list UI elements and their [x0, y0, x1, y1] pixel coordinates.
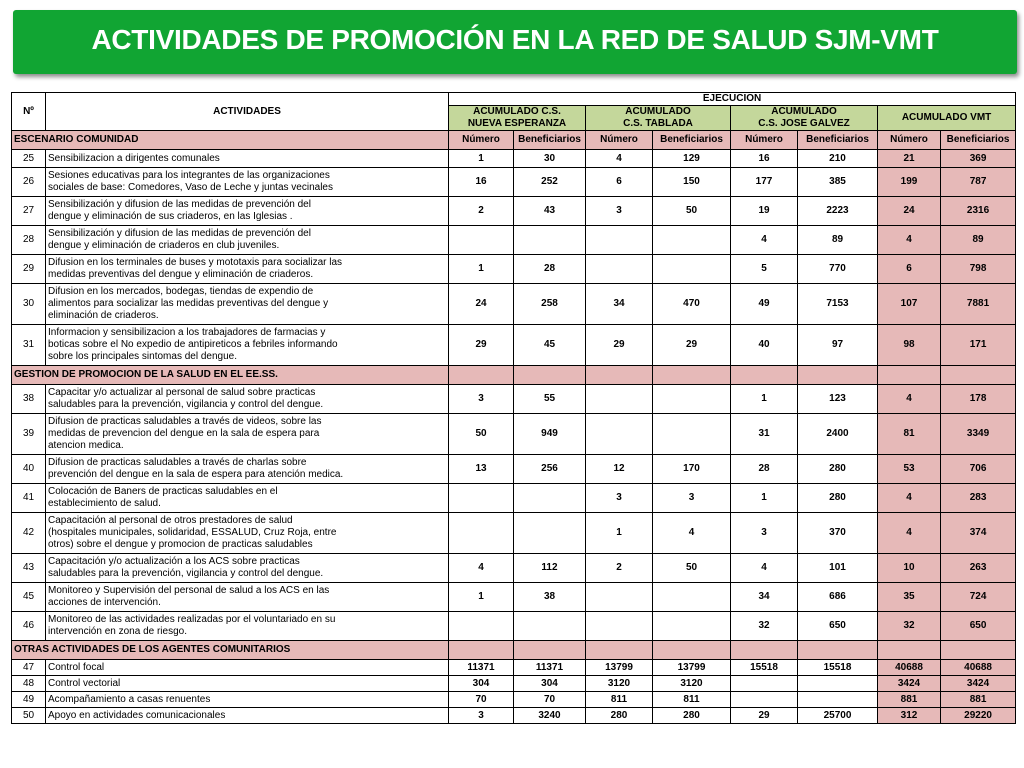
row-number: 48 — [12, 676, 46, 692]
value-numero: 3 — [449, 708, 514, 724]
value-beneficiarios: 3424 — [941, 676, 1016, 692]
value-beneficiarios: 30 — [514, 150, 586, 168]
value-beneficiarios: 2400 — [798, 414, 878, 455]
activity-line: dengue y eliminación de sus criaderos, en las Iglesias . — [48, 211, 293, 222]
value-numero — [731, 676, 798, 692]
activity-description — [46, 255, 449, 284]
activity-line: intervención en zona de riesgo. — [48, 626, 187, 637]
subheader-beneficiarios — [514, 366, 586, 385]
activity-line: Monitoreo de las actividades realizadas por el voluntariado en su — [48, 614, 336, 625]
activity-line: saludables para la prevención, vigilancia y control del dengue. — [48, 399, 324, 410]
activity-description — [46, 660, 449, 676]
value-beneficiarios: 949 — [514, 414, 586, 455]
value-numero: 177 — [731, 168, 798, 197]
value-beneficiarios: 7153 — [798, 284, 878, 325]
activity-description — [46, 197, 449, 226]
section-title: ESCENARIO COMUNIDAD — [12, 131, 449, 150]
value-numero: 1 — [731, 484, 798, 513]
value-numero: 4 — [586, 150, 653, 168]
activity-line: (hospitales municipales, solidaridad, ESSALUD, Cruz Roja, entre — [48, 527, 337, 538]
activity-line: Difusion de practicas saludables a través de charlas sobre — [48, 457, 307, 468]
activity-line: medidas de prevencion del dengue en la sala de espera para — [48, 428, 320, 439]
subheader-beneficiarios — [798, 641, 878, 660]
title-banner — [13, 10, 1017, 74]
value-numero: 24 — [878, 197, 941, 226]
value-beneficiarios: 706 — [941, 455, 1016, 484]
row-number: 27 — [12, 197, 46, 226]
value-beneficiarios: 50 — [653, 197, 731, 226]
value-numero: 6 — [586, 168, 653, 197]
row-number: 29 — [12, 255, 46, 284]
table-row — [12, 455, 1016, 484]
subheader-beneficiarios — [941, 366, 1016, 385]
activity-line: Control focal — [48, 661, 105, 673]
subheader-numero — [449, 641, 514, 660]
value-numero: 3 — [731, 513, 798, 554]
value-numero: 34 — [731, 583, 798, 612]
table-row — [12, 484, 1016, 513]
value-beneficiarios — [653, 414, 731, 455]
value-numero: 31 — [731, 414, 798, 455]
value-beneficiarios: 28 — [514, 255, 586, 284]
table-row — [12, 554, 1016, 583]
section-title: GESTION DE PROMOCION DE LA SALUD EN EL EE.SS. — [12, 366, 449, 385]
value-numero: 19 — [731, 197, 798, 226]
activity-description — [46, 513, 449, 554]
table-row — [12, 385, 1016, 414]
value-beneficiarios: 43 — [514, 197, 586, 226]
activity-description — [46, 226, 449, 255]
subheader-beneficiarios — [798, 366, 878, 385]
value-beneficiarios: 210 — [798, 150, 878, 168]
row-number: 46 — [12, 612, 46, 641]
value-numero: 21 — [878, 150, 941, 168]
value-beneficiarios — [653, 226, 731, 255]
value-numero: 29 — [586, 325, 653, 366]
value-beneficiarios: 2223 — [798, 197, 878, 226]
activity-description — [46, 455, 449, 484]
subheader-numero — [586, 366, 653, 385]
table-row — [12, 150, 1016, 168]
row-number: 25 — [12, 150, 46, 168]
value-numero: 16 — [731, 150, 798, 168]
value-numero: 3 — [449, 385, 514, 414]
value-beneficiarios: 280 — [653, 708, 731, 724]
value-beneficiarios: 3120 — [653, 676, 731, 692]
value-beneficiarios — [653, 255, 731, 284]
activity-line: establecimiento de salud. — [48, 498, 161, 509]
value-numero: 6 — [878, 255, 941, 284]
activity-line: Capacitación y/o actualización a los ACS sobre practicas — [48, 556, 300, 567]
activity-description — [46, 692, 449, 708]
row-number: 42 — [12, 513, 46, 554]
header-num: Nº — [12, 93, 46, 131]
value-beneficiarios: 283 — [941, 484, 1016, 513]
activity-line: Acompañamiento a casas renuentes — [48, 693, 211, 705]
value-numero: 2 — [586, 554, 653, 583]
activity-description — [46, 676, 449, 692]
value-beneficiarios: 881 — [941, 692, 1016, 708]
value-beneficiarios — [514, 612, 586, 641]
section-row — [12, 641, 1016, 660]
subheader-numero — [731, 641, 798, 660]
row-number: 47 — [12, 660, 46, 676]
value-beneficiarios: 40688 — [941, 660, 1016, 676]
activity-line: Difusion en los mercados, bodegas, tiendas de expendio de — [48, 286, 314, 297]
value-numero: 70 — [449, 692, 514, 708]
value-beneficiarios: 370 — [798, 513, 878, 554]
activity-line: saludables para la prevención, vigilancia y control del dengue. — [48, 568, 324, 579]
row-number: 40 — [12, 455, 46, 484]
value-numero: 3424 — [878, 676, 941, 692]
value-beneficiarios: 170 — [653, 455, 731, 484]
table-row — [12, 255, 1016, 284]
value-beneficiarios: 29 — [653, 325, 731, 366]
activity-line: Informacion y sensibilizacion a los trabajadores de farmacias y — [48, 327, 326, 338]
value-numero — [586, 583, 653, 612]
value-numero: 12 — [586, 455, 653, 484]
value-numero: 4 — [731, 554, 798, 583]
subheader-beneficiarios: Beneficiarios — [941, 131, 1016, 150]
value-numero: 16 — [449, 168, 514, 197]
header-group-tablada: ACUMULADO C.S. TABLADA — [586, 106, 731, 131]
value-beneficiarios: 89 — [798, 226, 878, 255]
activities-table — [11, 92, 1016, 724]
value-numero: 49 — [731, 284, 798, 325]
header-group-vmt: ACUMULADO VMT — [878, 106, 1016, 131]
activity-description — [46, 150, 449, 168]
value-beneficiarios: 369 — [941, 150, 1016, 168]
value-beneficiarios: 101 — [798, 554, 878, 583]
value-numero: 29 — [449, 325, 514, 366]
value-numero: 1 — [449, 583, 514, 612]
subheader-beneficiarios — [941, 641, 1016, 660]
value-numero: 29 — [731, 708, 798, 724]
activity-line: alimentos para socializar las medidas preventivas del dengue y — [48, 298, 329, 309]
value-beneficiarios: 89 — [941, 226, 1016, 255]
subheader-numero: Número — [586, 131, 653, 150]
value-beneficiarios: 650 — [798, 612, 878, 641]
activity-description — [46, 385, 449, 414]
value-beneficiarios: 256 — [514, 455, 586, 484]
subheader-numero — [878, 641, 941, 660]
value-beneficiarios: 3349 — [941, 414, 1016, 455]
table-row — [12, 583, 1016, 612]
subheader-numero: Número — [449, 131, 514, 150]
value-numero: 107 — [878, 284, 941, 325]
value-numero: 4 — [878, 484, 941, 513]
value-numero: 32 — [878, 612, 941, 641]
value-beneficiarios: 811 — [653, 692, 731, 708]
value-numero: 4 — [731, 226, 798, 255]
row-number: 45 — [12, 583, 46, 612]
value-beneficiarios: 470 — [653, 284, 731, 325]
value-numero: 881 — [878, 692, 941, 708]
row-number: 43 — [12, 554, 46, 583]
value-numero: 811 — [586, 692, 653, 708]
subheader-numero: Número — [731, 131, 798, 150]
activity-line: eliminación de criaderos. — [48, 310, 159, 321]
activity-line: Difusion en los terminales de buses y mototaxis para socializar las — [48, 257, 343, 268]
activity-description — [46, 583, 449, 612]
header-ejecucion: EJECUCION — [449, 93, 1016, 106]
value-beneficiarios: 123 — [798, 385, 878, 414]
value-numero — [731, 692, 798, 708]
activity-line: Apoyo en actividades comunicacionales — [48, 709, 226, 721]
value-numero: 24 — [449, 284, 514, 325]
value-beneficiarios: 178 — [941, 385, 1016, 414]
row-number: 41 — [12, 484, 46, 513]
table-row — [12, 325, 1016, 366]
value-beneficiarios: 280 — [798, 455, 878, 484]
value-numero: 28 — [731, 455, 798, 484]
value-numero — [449, 226, 514, 255]
value-numero: 312 — [878, 708, 941, 724]
activity-line: Sensibilizacion a dirigentes comunales — [48, 152, 220, 164]
value-beneficiarios: 252 — [514, 168, 586, 197]
value-beneficiarios: 55 — [514, 385, 586, 414]
value-beneficiarios: 45 — [514, 325, 586, 366]
section-title: OTRAS ACTIVIDADES DE LOS AGENTES COMUNITARIOS — [12, 641, 449, 660]
value-beneficiarios: 385 — [798, 168, 878, 197]
header-actividades: ACTIVIDADES — [46, 93, 449, 131]
value-beneficiarios: 7881 — [941, 284, 1016, 325]
table-row — [12, 284, 1016, 325]
activity-line: sociales de base: Comedores, Vaso de Leche y juntas vecinales — [48, 182, 333, 193]
activity-line: prevención del dengue en la sala de espera para atención medica. — [48, 469, 344, 480]
subheader-beneficiarios — [653, 366, 731, 385]
value-numero: 81 — [878, 414, 941, 455]
value-beneficiarios: 650 — [941, 612, 1016, 641]
value-numero — [449, 484, 514, 513]
value-beneficiarios: 280 — [798, 484, 878, 513]
header-group-jose-galvez: ACUMULADO C.S. JOSE GALVEZ — [731, 106, 878, 131]
value-numero: 1 — [449, 255, 514, 284]
activity-line: Capacitar y/o actualizar al personal de salud sobre practicas — [48, 387, 316, 398]
subheader-beneficiarios: Beneficiarios — [514, 131, 586, 150]
value-numero: 304 — [449, 676, 514, 692]
row-number: 38 — [12, 385, 46, 414]
activity-description — [46, 708, 449, 724]
value-beneficiarios — [514, 226, 586, 255]
table-row — [12, 513, 1016, 554]
value-numero: 50 — [449, 414, 514, 455]
row-number: 26 — [12, 168, 46, 197]
subheader-numero — [586, 641, 653, 660]
value-numero: 199 — [878, 168, 941, 197]
value-beneficiarios — [653, 612, 731, 641]
table-row — [12, 414, 1016, 455]
value-beneficiarios: 11371 — [514, 660, 586, 676]
value-beneficiarios — [798, 676, 878, 692]
activity-description — [46, 168, 449, 197]
value-numero: 1 — [449, 150, 514, 168]
activity-line: sobre los principales sintomas del dengue. — [48, 351, 237, 362]
value-beneficiarios: 171 — [941, 325, 1016, 366]
value-beneficiarios: 50 — [653, 554, 731, 583]
value-beneficiarios — [653, 385, 731, 414]
activity-line: Sensibilización y difusion de las medidas de prevención del — [48, 228, 311, 239]
table-row — [12, 226, 1016, 255]
value-numero: 4 — [878, 226, 941, 255]
value-beneficiarios: 112 — [514, 554, 586, 583]
activity-line: Capacitación al personal de otros prestadores de salud — [48, 515, 293, 526]
activity-description — [46, 284, 449, 325]
activity-line: atencion medica. — [48, 440, 124, 451]
value-beneficiarios: 29220 — [941, 708, 1016, 724]
value-beneficiarios — [514, 484, 586, 513]
value-beneficiarios: 70 — [514, 692, 586, 708]
subheader-beneficiarios: Beneficiarios — [798, 131, 878, 150]
value-numero: 53 — [878, 455, 941, 484]
row-number: 50 — [12, 708, 46, 724]
row-number: 31 — [12, 325, 46, 366]
value-beneficiarios: 2316 — [941, 197, 1016, 226]
activity-description — [46, 554, 449, 583]
value-numero: 15518 — [731, 660, 798, 676]
value-numero — [586, 414, 653, 455]
value-beneficiarios: 3 — [653, 484, 731, 513]
value-beneficiarios: 787 — [941, 168, 1016, 197]
value-numero — [449, 612, 514, 641]
table-row — [12, 692, 1016, 708]
value-numero: 40688 — [878, 660, 941, 676]
value-beneficiarios: 263 — [941, 554, 1016, 583]
value-beneficiarios: 38 — [514, 583, 586, 612]
activity-line: Sensibilización y difusion de las medidas de prevención del — [48, 199, 311, 210]
value-numero: 4 — [878, 513, 941, 554]
activity-line: acciones de intervención. — [48, 597, 161, 608]
activity-description — [46, 484, 449, 513]
value-numero — [586, 385, 653, 414]
activity-line: otros) sobre el dengue y promocion de practicas saludables — [48, 539, 313, 550]
value-beneficiarios: 129 — [653, 150, 731, 168]
value-numero: 10 — [878, 554, 941, 583]
value-numero: 34 — [586, 284, 653, 325]
activity-description — [46, 414, 449, 455]
activity-line: Control vectorial — [48, 677, 121, 689]
value-beneficiarios: 13799 — [653, 660, 731, 676]
value-beneficiarios — [798, 692, 878, 708]
value-beneficiarios: 770 — [798, 255, 878, 284]
row-number: 28 — [12, 226, 46, 255]
activity-line: medidas preventivas del dengue y eliminación de criaderos. — [48, 269, 314, 280]
value-numero: 4 — [449, 554, 514, 583]
activity-line: Colocación de Baners de practicas saludables en el — [48, 486, 278, 497]
activity-description — [46, 612, 449, 641]
value-numero: 3 — [586, 197, 653, 226]
subheader-beneficiarios — [514, 641, 586, 660]
activity-line: boticas sobre el No expedio de antipireticos a febriles informando — [48, 339, 338, 350]
value-beneficiarios: 798 — [941, 255, 1016, 284]
table-row — [12, 168, 1016, 197]
activity-description — [46, 325, 449, 366]
table-row — [12, 612, 1016, 641]
row-number: 39 — [12, 414, 46, 455]
activity-line: dengue y eliminación de criaderos en club juveniles. — [48, 240, 280, 251]
table-row — [12, 676, 1016, 692]
value-beneficiarios: 304 — [514, 676, 586, 692]
section-row — [12, 366, 1016, 385]
value-beneficiarios: 724 — [941, 583, 1016, 612]
value-beneficiarios: 25700 — [798, 708, 878, 724]
value-beneficiarios — [653, 583, 731, 612]
row-number: 30 — [12, 284, 46, 325]
value-numero — [586, 255, 653, 284]
value-numero — [586, 612, 653, 641]
subheader-numero — [731, 366, 798, 385]
value-numero: 98 — [878, 325, 941, 366]
value-numero: 35 — [878, 583, 941, 612]
subheader-numero — [878, 366, 941, 385]
value-numero: 1 — [731, 385, 798, 414]
value-numero: 13 — [449, 455, 514, 484]
page-title: ACTIVIDADES DE PROMOCIÓN EN LA RED DE SALUD SJM-VMT — [91, 24, 939, 55]
activity-line: Difusion de practicas saludables a través de videos, sobre las — [48, 416, 322, 427]
value-beneficiarios: 3240 — [514, 708, 586, 724]
subheader-numero — [449, 366, 514, 385]
subheader-beneficiarios — [653, 641, 731, 660]
value-beneficiarios: 4 — [653, 513, 731, 554]
value-beneficiarios: 258 — [514, 284, 586, 325]
value-numero: 13799 — [586, 660, 653, 676]
value-beneficiarios: 374 — [941, 513, 1016, 554]
value-numero: 2 — [449, 197, 514, 226]
section-row — [12, 131, 1016, 150]
table-row — [12, 660, 1016, 676]
value-beneficiarios — [514, 513, 586, 554]
row-number: 49 — [12, 692, 46, 708]
value-numero: 5 — [731, 255, 798, 284]
activity-line: Sesiones educativas para los integrantes de las organizaciones — [48, 170, 330, 181]
table-row — [12, 708, 1016, 724]
value-numero: 3120 — [586, 676, 653, 692]
value-numero: 40 — [731, 325, 798, 366]
value-numero: 1 — [586, 513, 653, 554]
value-numero — [449, 513, 514, 554]
value-numero: 4 — [878, 385, 941, 414]
value-numero: 3 — [586, 484, 653, 513]
value-beneficiarios: 97 — [798, 325, 878, 366]
activity-line: Monitoreo y Supervisión del personal de salud a los ACS en las — [48, 585, 330, 596]
value-numero: 11371 — [449, 660, 514, 676]
subheader-numero: Número — [878, 131, 941, 150]
header-group-nueva-esperanza: ACUMULADO C.S. NUEVA ESPERANZA — [449, 106, 586, 131]
table-row — [12, 197, 1016, 226]
value-beneficiarios: 686 — [798, 583, 878, 612]
subheader-beneficiarios: Beneficiarios — [653, 131, 731, 150]
value-numero: 32 — [731, 612, 798, 641]
value-beneficiarios: 150 — [653, 168, 731, 197]
value-numero — [586, 226, 653, 255]
value-beneficiarios: 15518 — [798, 660, 878, 676]
value-numero: 280 — [586, 708, 653, 724]
